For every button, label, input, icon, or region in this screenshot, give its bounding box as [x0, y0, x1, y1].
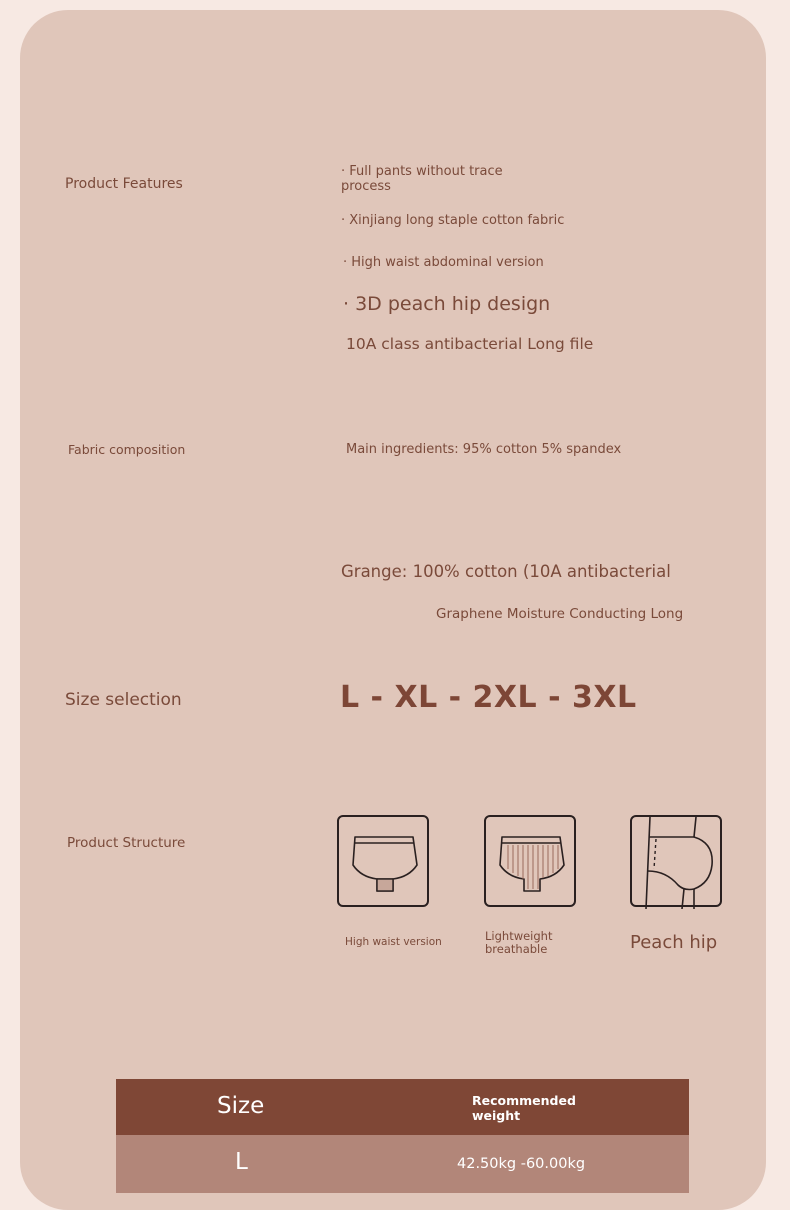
- structure-caption: Lightweight breathable: [485, 929, 553, 956]
- row-weight-cell: 42.50kg -60.00kg: [457, 1156, 586, 1172]
- size-selection-label: Size selection: [65, 690, 182, 710]
- structure-caption: Peach hip: [630, 932, 718, 953]
- fabric-composition-label: Fabric composition: [68, 442, 186, 457]
- feature-item: 10A class antibacterial Long file: [346, 335, 594, 353]
- feature-item: · Full pants without trace process: [341, 164, 503, 194]
- high-waist-briefs-icon: [337, 815, 429, 907]
- row-size-cell: L: [235, 1149, 248, 1175]
- striped-briefs-icon: [484, 815, 576, 907]
- peach-hip-icon: [630, 815, 722, 907]
- size-selection-value: L - XL - 2XL - 3XL: [340, 680, 637, 715]
- feature-item: · High waist abdominal version: [343, 255, 544, 270]
- table-row: [116, 1135, 689, 1193]
- structure-caption: High waist version: [345, 936, 442, 948]
- fabric-grange: Grange: 100% cotton (10A antibacterial: [341, 562, 671, 581]
- product-structure-label: Product Structure: [67, 835, 186, 851]
- size-column-header: Size: [217, 1093, 265, 1119]
- size-table: [116, 1079, 689, 1193]
- fabric-graphene: Graphene Moisture Conducting Long: [436, 606, 684, 622]
- weight-column-header: Recommended weight: [472, 1093, 576, 1123]
- product-features-label: Product Features: [65, 176, 183, 192]
- size-table-header: [116, 1079, 689, 1135]
- feature-item: · 3D peach hip design: [343, 293, 551, 315]
- fabric-main-ingredients: Main ingredients: 95% cotton 5% spandex: [346, 442, 622, 457]
- feature-item: · Xinjiang long staple cotton fabric: [341, 213, 565, 228]
